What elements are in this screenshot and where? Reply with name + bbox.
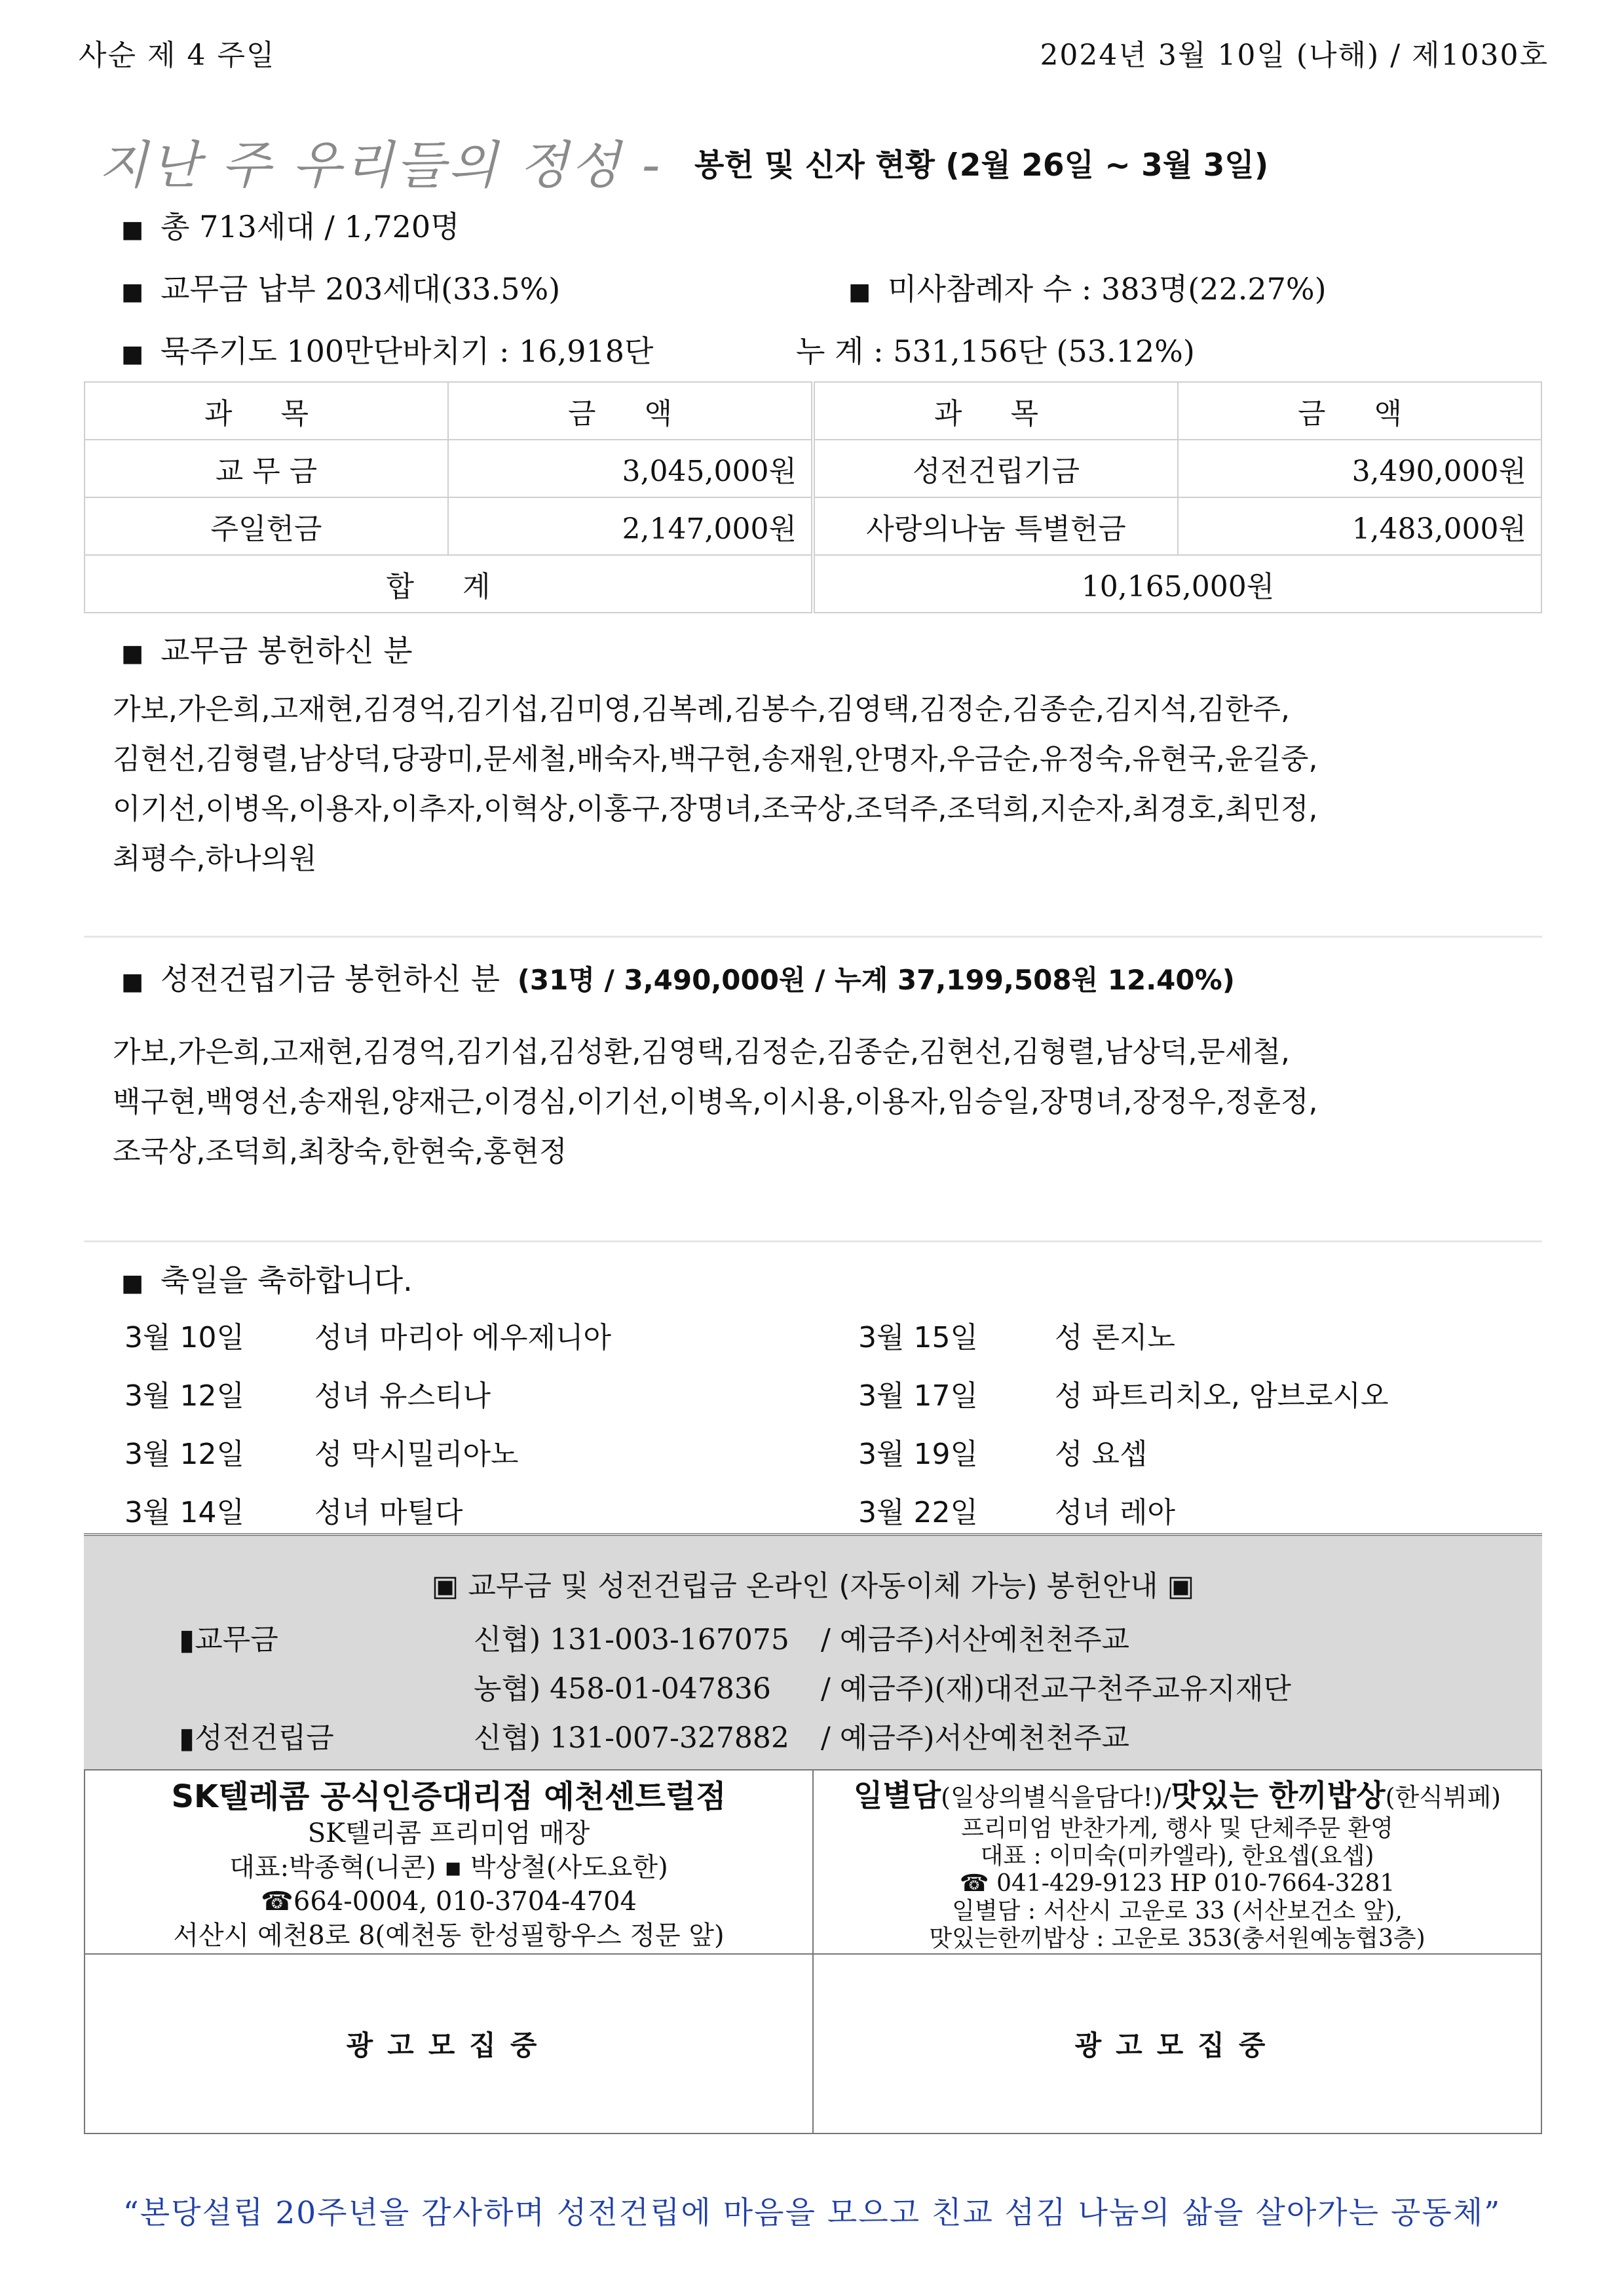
dues-account-label: ▮교무금: [179, 1623, 278, 1656]
building-heading: ■ 성전건립기금 봉헌하신 분 (31명 / 3,490,000원 / 누계 37,199,508원 12.40%): [121, 961, 1235, 997]
feast-saint: 성 론지노: [1055, 1321, 1176, 1354]
online-giving-box: [84, 1533, 1542, 1770]
building-account-holder: / 예금주)서산예천천주교: [821, 1721, 1130, 1755]
table-total-row: [85, 555, 1541, 613]
square-bullet-icon: ■: [121, 640, 144, 667]
list-item: 가보,가은희,고재현,김경억,김기섭,김미영,김복례,김봉수,김영택,김정순,김종순,김지석,김한주,: [113, 693, 1290, 726]
ad-line: 대표:박종혁(니콘) ▪ 박상철(사도요한): [229, 1852, 668, 1883]
table-row: [85, 440, 1541, 497]
table-cell: 사랑의나눔 특별헌금: [813, 497, 1178, 555]
square-bullet-icon: ■: [121, 1270, 144, 1297]
ad-line: 대표 : 이미숙(미카엘라), 한요셉(요셉): [980, 1842, 1374, 1869]
feast-date: 3월 12일: [124, 1379, 244, 1413]
stat-rosary-total: 누 계 : 531,156단 (53.12%): [796, 334, 1195, 369]
dues-heading: ■ 교무금 봉헌하신 분: [121, 633, 413, 668]
building-summary: (31명 / 3,490,000원 / 누계 37,199,508원 12.40%): [517, 964, 1235, 996]
total-label: 합 계: [85, 555, 813, 613]
table-cell: 주일헌금: [85, 497, 448, 555]
dues-account-holder: / 예금주)서산예천천주교: [821, 1623, 1130, 1656]
ad-line: 서산시 예천8로 8(예천동 한성필항우스 정문 앞): [173, 1921, 725, 1951]
ad-line: 일별담 : 서산시 고운로 33 (서산보건소 앞),: [952, 1897, 1403, 1924]
stat-mass: ■ 미사참례자 수 : 383명(22.27%): [848, 271, 1327, 307]
feast-item: [124, 1430, 519, 1472]
square-bullet-icon: ■: [848, 278, 871, 305]
dues-donor-list: [113, 685, 1541, 884]
feast-date: 3월 22일: [858, 1496, 978, 1529]
list-item: 최평수,하나의원: [113, 842, 317, 875]
column-header: 금 액: [1178, 382, 1541, 440]
divider: [84, 936, 1542, 938]
stat-dues: ■ 교무금 납부 203세대(33.5%): [121, 271, 561, 307]
table-cell: 3,045,000원: [448, 440, 813, 497]
divider: [84, 1240, 1542, 1242]
column-header: 금 액: [448, 382, 813, 440]
feast-item: [858, 1430, 1148, 1472]
feast-saint: 성녀 유스티나: [314, 1379, 491, 1413]
liturgical-day: 사순 제 4 주일: [79, 39, 276, 72]
feast-date: 3월 14일: [124, 1496, 244, 1529]
table-header-row: [85, 382, 1541, 440]
list-item: 김현선,김형렬,남상덕,당광미,문세철,배숙자,백구현,송재원,안명자,우금순,유정숙,유현국,윤길중,: [113, 742, 1318, 776]
square-bullet-icon: ■: [121, 341, 144, 368]
ad-line: 프리미엄 반찬가게, 행사 및 단체주문 환영: [961, 1814, 1393, 1842]
parish-slogan: “본당설립 20주년을 감사하며 성전건립에 마음을 모으고 친교 섬김 나눔의 삶을 살아가는 공동체”: [123, 2195, 1501, 2231]
square-bullet-icon: ■: [121, 278, 144, 305]
online-giving-title: ▣ 교무금 및 성전건립금 온라인 (자동이체 가능) 봉헌안내 ▣: [431, 1569, 1195, 1603]
feast-saint: 성 요셉: [1055, 1438, 1148, 1471]
offering-table: [84, 381, 1542, 613]
table-cell: 1,483,000원: [1178, 497, 1541, 555]
column-header: 과 목: [813, 382, 1178, 440]
feast-item: [124, 1314, 611, 1356]
feast-item: [124, 1372, 491, 1414]
dues-account-holder: / 예금주)(재)대전교구천주교유지재단: [821, 1672, 1291, 1706]
section-subtitle: 봉헌 및 신자 현황 (2월 26일 ~ 3월 3일): [694, 147, 1269, 183]
feast-saint: 성녀 레아: [1055, 1496, 1176, 1529]
table-cell: 2,147,000원: [448, 497, 813, 555]
building-account-label: ▮성전건립금: [179, 1721, 334, 1755]
ads-table: [84, 1769, 1542, 2134]
square-bullet-icon: ■: [121, 216, 144, 243]
ad-slot-empty: [813, 1954, 1541, 2133]
column-header: 과 목: [85, 382, 448, 440]
feast-date: 3월 19일: [858, 1438, 978, 1471]
section-title: 지난 주 우리들의 정성 -: [98, 136, 663, 195]
ad-line: SK텔리콤 프리미엄 매장: [307, 1818, 590, 1848]
feast-item: [858, 1372, 1389, 1414]
ad-slot-empty: [85, 1954, 813, 2133]
feast-saint: 성녀 마틸다: [314, 1496, 463, 1529]
list-item: 이기선,이병옥,이용자,이추자,이혁상,이홍구,장명녀,조국상,조덕주,조덕희,지순자,최경호,최민정,: [113, 792, 1318, 826]
feast-date: 3월 10일: [124, 1321, 244, 1354]
dues-account-number: 농협) 458-01-047836: [474, 1672, 771, 1706]
issue-date: 2024년 3월 10일 (나해) / 제1030호: [1040, 39, 1549, 72]
feast-date: 3월 17일: [858, 1379, 978, 1413]
dues-account-number: 신협) 131-003-167075: [474, 1623, 789, 1656]
ad-restaurant: [813, 1770, 1541, 1954]
feast-heading: ■ 축일을 축하합니다.: [121, 1263, 413, 1298]
list-item: 조국상,조덕희,최창숙,한현숙,홍현정: [113, 1135, 567, 1168]
ad-sk-telecom: [85, 1770, 813, 1954]
feast-saint: 성 파트리치오, 암브로시오: [1055, 1379, 1389, 1413]
ad-line: ☎664-0004, 010-3704-4704: [261, 1886, 637, 1917]
feast-item: [124, 1489, 463, 1531]
ad-recruiting-label: 광고모집중: [1074, 2029, 1280, 2061]
feast-date: 3월 15일: [858, 1321, 978, 1354]
feast-item: [858, 1314, 1175, 1356]
table-cell: 3,490,000원: [1178, 440, 1541, 497]
list-item: 백구현,백영선,송재원,양재근,이경심,이기선,이병옥,이시용,이용자,임승일,장명녀,장정우,정훈정,: [113, 1085, 1318, 1119]
stat-rosary: ■ 묵주기도 100만단바치기 : 16,918단: [121, 334, 654, 369]
ad-line: ☎ 041-429-9123 HP 010-7664-3281: [959, 1869, 1395, 1897]
stat-households: ■ 총 713세대 / 1,720명: [121, 209, 460, 244]
ad-line: 맛있는한끼밥상 : 고운로 353(충서원예농협3층): [929, 1924, 1426, 1952]
building-account-number: 신협) 131-007-327882: [474, 1721, 789, 1755]
table-cell: 성전건립기금: [813, 440, 1178, 497]
total-value: 10,165,000원: [813, 555, 1541, 613]
list-item: 가보,가은희,고재현,김경억,김기섭,김성환,김영택,김정순,김종순,김현선,김형렬,남상덕,문세철,: [113, 1035, 1290, 1069]
feast-date: 3월 12일: [124, 1438, 244, 1471]
ad-recruiting-label: 광고모집중: [346, 2029, 552, 2061]
building-donor-list: [113, 1027, 1541, 1177]
ad-title: 일별담(일상의별식을담다!)/맛있는 한끼밥상(한식뷔페): [853, 1777, 1501, 1813]
feast-saint: 성녀 마리아 에우제니아: [314, 1321, 612, 1354]
feast-item: [858, 1489, 1175, 1531]
square-bullet-icon: ■: [121, 968, 144, 995]
ad-title: SK텔레콤 공식인증대리점 예천센트럴점: [171, 1778, 727, 1815]
feast-saint: 성 막시밀리아노: [314, 1438, 519, 1471]
table-row: [85, 497, 1541, 555]
table-cell: 교 무 금: [85, 440, 448, 497]
